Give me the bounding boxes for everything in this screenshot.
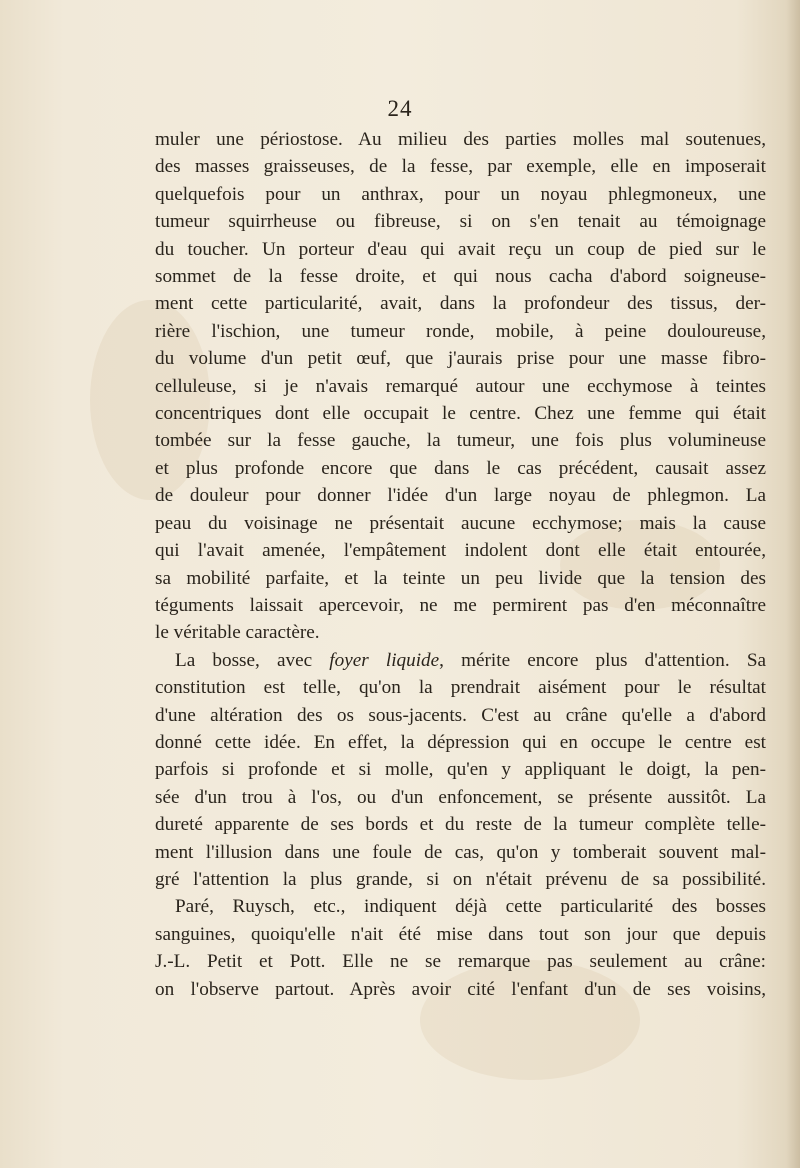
text-line: tumeur squirrheuse ou fibreuse, si on s'en tenait au témoignage xyxy=(155,211,766,233)
text-line: sommet de la fesse droite, et qui nous cacha d'abord soigneuse- xyxy=(155,266,766,288)
text-line: de douleur pour donner l'idée d'un large noyau de phlegmon. La xyxy=(155,485,766,507)
text-line: sée d'un trou à l'os, ou d'un enfoncement, se présente aussitôt. La xyxy=(155,786,766,808)
text-line: tombée sur la fesse gauche, la tumeur, une fois plus volumineuse xyxy=(155,430,766,452)
text-line: ment cette particularité, avait, dans la profondeur des tissus, der- xyxy=(155,293,766,315)
text-line: constitution est telle, qu'on la prendrait aisément pour le résultat xyxy=(155,677,766,699)
italic-term: foyer liquide xyxy=(329,649,440,671)
text-line: du volume d'un petit œuf, que j'aurais prise pour une masse fibro- xyxy=(155,348,766,370)
text-run: , mérite encore plus d'attention. Sa xyxy=(439,649,767,671)
text-line: celluleuse, si je n'avais remarqué autour une ecchymose à teintes xyxy=(155,375,766,397)
text-line: J.-L. Petit et Pott. Elle ne se remarque pas seulement au crâne: xyxy=(155,951,766,973)
text-line: dureté apparente de ses bords et du reste de la tumeur complète telle- xyxy=(155,814,766,836)
text-line: du toucher. Un porteur d'eau qui avait reçu un coup de pied sur le xyxy=(155,238,766,260)
text-line: qui l'avait amenée, l'empâtement indolent dont elle était entourée, xyxy=(155,540,766,562)
text-line: d'une altération des os sous-jacents. C'est au crâne qu'elle a d'abord xyxy=(155,704,766,726)
text-line: donné cette idée. En effet, la dépression qui en occupe le centre est xyxy=(155,731,766,753)
paragraph-first-line: Paré, Ruysch, etc., indiquent déjà cette particularité des bosses xyxy=(175,896,766,918)
text-line: parfois si profonde et si molle, qu'en y appliquant le doigt, la pen- xyxy=(155,759,766,781)
text-line: et plus profonde encore que dans le cas précédent, causait assez xyxy=(155,457,766,479)
paragraph-first-line xyxy=(155,647,766,674)
text-line: gré l'attention la plus grande, si on n'était prévenu de sa possibilité. xyxy=(155,868,766,890)
text-line: rière l'ischion, une tumeur ronde, mobile, à peine douloureuse, xyxy=(155,320,766,342)
text-line: sa mobilité parfaite, et la teinte un peu livide que la tension des xyxy=(155,567,766,589)
text-run: La bosse, avec xyxy=(175,649,330,671)
text-line: le véritable caractère. xyxy=(155,622,320,644)
text-line: concentriques dont elle occupait le centre. Chez une femme qui était xyxy=(155,403,766,425)
page-edge-shadow xyxy=(786,0,800,1168)
text-line: téguments laissait apercevoir, ne me permirent pas d'en méconnaître xyxy=(155,594,766,616)
text-line: peau du voisinage ne présentait aucune ecchymose; mais la cause xyxy=(155,512,766,534)
text-line: muler une périostose. Au milieu des parties molles mal soutenues, xyxy=(155,129,766,150)
page-number: 24 xyxy=(387,96,413,121)
text-line: quelquefois pour un anthrax, pour un noyau phlegmoneux, une xyxy=(155,183,766,205)
text-line: on l'observe partout. Après avoir cité l'enfant d'un de ses voisins, xyxy=(155,978,766,1000)
text-line: ment l'illusion dans une foule de cas, qu'on y tomberait souvent mal- xyxy=(155,841,766,863)
body-text xyxy=(155,126,766,1003)
text-line: sanguines, quoiqu'elle n'ait été mise dans tout son jour que depuis xyxy=(155,923,766,945)
text-line: des masses graisseuses, de la fesse, par exemple, elle en imposerait xyxy=(155,156,766,178)
